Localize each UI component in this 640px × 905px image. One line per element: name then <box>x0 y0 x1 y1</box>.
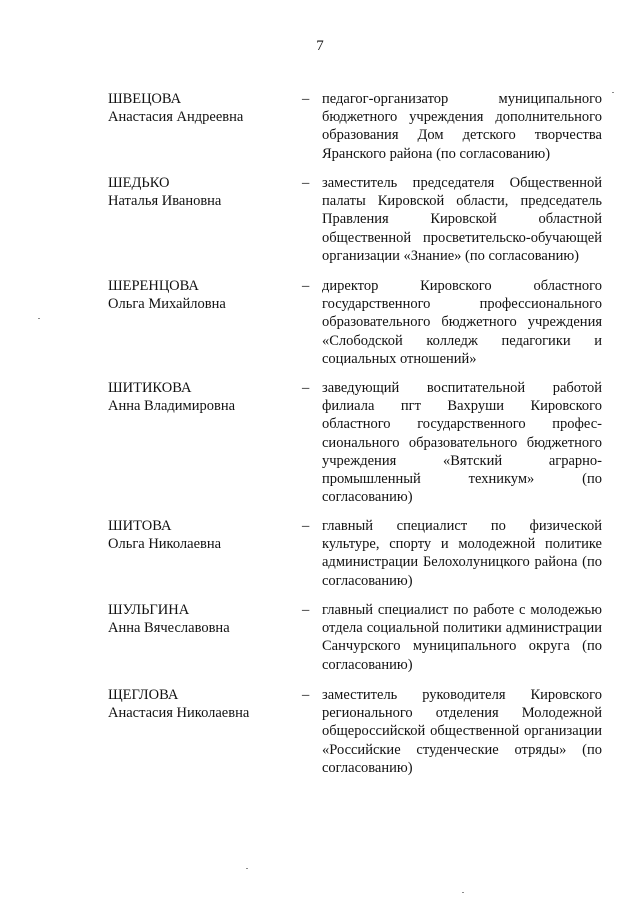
separator-dash: – <box>302 687 310 703</box>
member-name <box>108 601 288 637</box>
member-role: заместитель руководителя Кировского регионального отделения Молодежной общероссийской общественной организации «Российские студенческие отряды» (по согласованию) <box>322 687 602 776</box>
member-role: педагог-организатор муниципального бюджетного учреждения дополнительного образования Дом детского творчества Яранского района (по согласованию) <box>322 91 602 162</box>
member-role: директор Кировского областного государственного профессионального образовательного бюджетного учреждения «Слободской колледж педагогики и социальных отношений» <box>322 278 602 367</box>
separator-dash: – <box>302 175 310 191</box>
member-name <box>108 90 288 126</box>
member-given-names: Ольга Николаевна <box>108 536 222 553</box>
separator-dash: – <box>302 380 310 396</box>
member-given-names: Ольга Михайловна <box>108 296 226 313</box>
member-role: главный специалист по физической культуре, спорту и молодежной политике администрации Белохолуницкого района (по согласованию) <box>322 518 602 589</box>
member-surname: ШЕДЬКО <box>108 175 170 191</box>
member-surname: ШВЕЦОВА <box>108 91 182 107</box>
member-name <box>108 379 288 415</box>
member-name <box>108 686 288 722</box>
separator-dash: – <box>302 602 310 618</box>
member-given-names: Анастасия Андреевна <box>108 109 244 126</box>
member-name <box>108 174 288 210</box>
member-given-names: Анна Владимировна <box>108 398 236 415</box>
member-given-names: Наталья Ивановна <box>108 193 222 210</box>
member-surname: ШУЛЬГИНА <box>108 602 190 618</box>
member-name <box>108 517 288 553</box>
member-given-names: Анна Вячеславовна <box>108 620 230 637</box>
separator-dash: – <box>302 278 310 294</box>
page-number: 7 <box>316 38 324 54</box>
scan-speck <box>246 868 248 869</box>
member-role: главный специалист по работе с молодежью отдела социальной политики администрации Санчурского муниципального округа (по согласованию) <box>322 602 602 673</box>
separator-dash: – <box>302 91 310 107</box>
separator-dash: – <box>302 518 310 534</box>
member-role: заведующий воспитательной работой филиала пгт Вахруши Кировского областного государственного профессионального образовательного бюджетного учреждения «Вятский аграрно-промышленный техникум» (по согласованию) <box>322 380 602 506</box>
member-surname: ШИТОВА <box>108 518 172 534</box>
scan-speck <box>612 92 614 93</box>
member-surname: ШЕРЕНЦОВА <box>108 278 199 294</box>
member-surname: ЩЕГЛОВА <box>108 687 179 703</box>
scan-speck <box>462 892 464 893</box>
scan-speck <box>38 318 40 319</box>
member-surname: ШИТИКОВА <box>108 380 192 396</box>
member-name <box>108 277 288 313</box>
member-given-names: Анастасия Николаевна <box>108 705 250 722</box>
member-role: заместитель председателя Общественной палаты Кировской области, председатель Правления Кировской областной общественной просветительско-обучающей организации «Знание» (по согласованию) <box>322 175 602 264</box>
